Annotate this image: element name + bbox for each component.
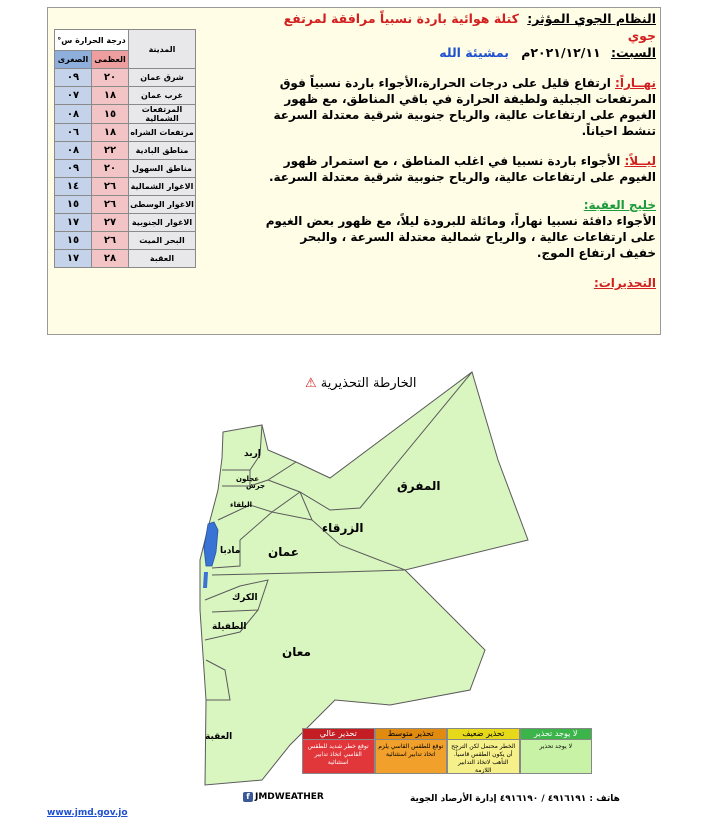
legend-medium-text: توقع للطقس القاسي يلزم اتخاذ تدابير استثنائية bbox=[378, 743, 444, 758]
aqaba-heading: خليج العقبة: bbox=[583, 198, 656, 212]
min-cell: ١٥ bbox=[55, 232, 92, 250]
night-heading: ليــلاً: bbox=[624, 154, 656, 168]
legend-weak-title: تحذير ضعيف bbox=[448, 729, 519, 740]
city-cell: الاغوار الشمالية bbox=[129, 178, 196, 196]
min-cell: ٠٩ bbox=[55, 160, 92, 178]
min-cell: ٠٦ bbox=[55, 124, 92, 142]
city-cell: الاغوار الوسطى bbox=[129, 196, 196, 214]
madaba-label: مادبا bbox=[220, 546, 241, 556]
legend-none-title: لا يوجد تحذير bbox=[521, 729, 592, 740]
city-cell: الاغوار الجنوبية bbox=[129, 214, 196, 232]
legend-high-title: تحذير عالي bbox=[303, 729, 374, 740]
header-city: المدينة bbox=[129, 30, 196, 69]
aqaba-text: الأجواء دافئة نسبيا نهاراً، ومائلة للبرودة ليلاً، مع ظهور بعض الغيوم على ارتفاعات عالية ، والرياح شمالية معتدلة السرعة ، والبحر خفيف ارتفاع الموج. bbox=[265, 214, 656, 260]
header-max: العظمى bbox=[92, 51, 129, 69]
balqa-label: البلقاء bbox=[230, 501, 252, 509]
header-temp: درجة الحرارة س° bbox=[55, 30, 129, 51]
max-cell: ٢٨ bbox=[92, 250, 129, 268]
warnings-heading: التحذيرات: bbox=[593, 276, 656, 290]
min-cell: ٠٧ bbox=[55, 87, 92, 105]
max-cell: ٢٦ bbox=[92, 232, 129, 250]
website-link[interactable]: www.jmd.gov.jo bbox=[47, 808, 128, 818]
city-cell: مرتفعات الشراه bbox=[129, 124, 196, 142]
social-handle-text: JMDWEATHER bbox=[255, 792, 324, 802]
inshallah-text: بمشيئة الله bbox=[439, 45, 509, 60]
day-text: ارتفاع قليل على درجات الحرارة،الأجواء باردة نسبياً فوق المرتفعات الجبلية ولطيفة الحرارة في باقي المناطق، مع ظهور الغيوم على ارتفاعات عالية، والرياح جنوبية شرقية معتدلة السرعة تنشط احياناً. bbox=[273, 76, 656, 138]
zarqa-label: الزرقاء bbox=[322, 521, 364, 535]
city-cell: مناطق البادية bbox=[129, 142, 196, 160]
min-cell: ١٧ bbox=[55, 250, 92, 268]
facebook-icon: f bbox=[243, 792, 253, 802]
legend-high-text: توقع خطر شديد للطقس القاسي اتخاذ تدابير استثنائية bbox=[307, 743, 369, 766]
city-cell: البحر الميت bbox=[129, 232, 196, 250]
legend-weak bbox=[447, 728, 520, 774]
city-cell: المرتفعات الشمالية bbox=[129, 105, 196, 124]
warning-triangle-icon: ⚠ bbox=[305, 376, 317, 391]
max-cell: ٢٧ bbox=[92, 214, 129, 232]
legend-none bbox=[520, 728, 593, 774]
max-cell: ٢٠ bbox=[92, 160, 129, 178]
social-handle[interactable] bbox=[243, 792, 324, 802]
legend-high bbox=[302, 728, 375, 774]
min-cell: ١٥ bbox=[55, 196, 92, 214]
city-cell: مناطق السهول bbox=[129, 160, 196, 178]
maan-label: معان bbox=[282, 645, 311, 659]
jordan-outline bbox=[200, 372, 528, 785]
max-cell: ١٨ bbox=[92, 87, 129, 105]
amman-label: عمان bbox=[268, 545, 299, 559]
karak-label: الكرك bbox=[232, 593, 258, 603]
min-cell: ٠٩ bbox=[55, 69, 92, 87]
city-cell: شرق عمان bbox=[129, 69, 196, 87]
min-cell: ١٧ bbox=[55, 214, 92, 232]
date-value: ٢٠٢١/١٢/١١م bbox=[521, 45, 601, 60]
system-value: كتلة هوائية باردة نسبياً مرافقة لمرتفع جوي bbox=[283, 11, 656, 43]
jerash-label: جرش bbox=[246, 482, 266, 490]
legend-medium bbox=[375, 728, 448, 774]
aqaba-label: العقبة bbox=[205, 732, 233, 742]
legend-none-text: لا يوجد تحذير bbox=[539, 743, 573, 750]
legend-weak-text: الخطر محتمل لكن الترجح أن يكون الطقس قاسياً. التأهب لاتخاذ التدابير اللازمة bbox=[451, 743, 516, 774]
tafila-label: الطفيلة bbox=[212, 622, 247, 632]
system-label: النظام الجوي المؤثر: bbox=[527, 11, 656, 26]
mafraq-label: المفرق bbox=[397, 479, 441, 493]
city-cell: غرب عمان bbox=[129, 87, 196, 105]
date-label: السبت: bbox=[610, 45, 656, 60]
min-cell: ٠٨ bbox=[55, 142, 92, 160]
max-cell: ٢٦ bbox=[92, 196, 129, 214]
min-cell: ١٤ bbox=[55, 178, 92, 196]
warning-legend bbox=[302, 728, 592, 774]
footer-phone: هاتف : ٤٩١٦١٩١ / ٤٩١٦١٩٠ إدارة الأرصاد الجوية bbox=[410, 794, 620, 804]
header-min: الصغرى bbox=[55, 51, 92, 69]
max-cell: ٢٦ bbox=[92, 178, 129, 196]
city-cell: العقبة bbox=[129, 250, 196, 268]
ajloun-label: عجلون bbox=[236, 475, 260, 483]
max-cell: ٢٠ bbox=[92, 69, 129, 87]
map-title-text: الخارطة التحذيرية bbox=[320, 376, 417, 391]
max-cell: ٢٢ bbox=[92, 142, 129, 160]
night-text: الأجواء باردة نسبيا في اغلب المناطق ، مع استمرار ظهور الغيوم على ارتفاعات عالية، والرياح جنوبية شرقية معتدلة السرعة. bbox=[268, 154, 656, 184]
irbid-label: إربد bbox=[244, 449, 261, 459]
max-cell: ١٥ bbox=[92, 105, 129, 124]
day-heading: نهــاراً: bbox=[615, 76, 656, 90]
min-cell: ٠٨ bbox=[55, 105, 92, 124]
max-cell: ١٨ bbox=[92, 124, 129, 142]
legend-medium-title: تحذير متوسط bbox=[376, 729, 447, 740]
